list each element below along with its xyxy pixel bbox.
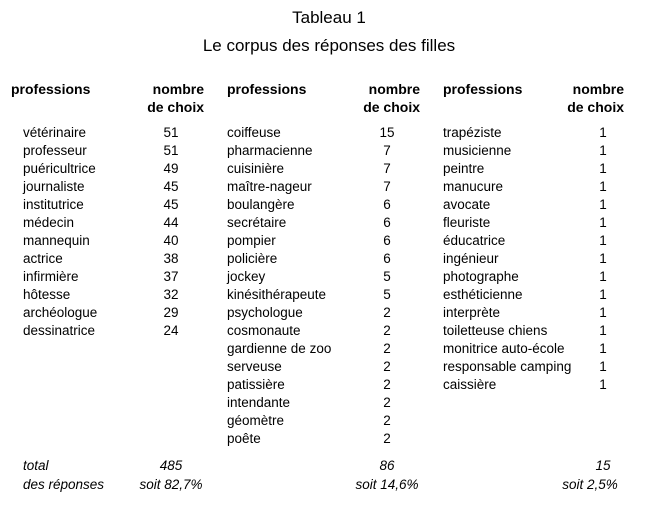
choice-count: 45 — [163, 179, 179, 194]
table-title: Tableau 1 — [292, 8, 366, 27]
profession-name: institutrice — [23, 197, 84, 212]
table-row — [23, 196, 213, 214]
profession-name: professeur — [23, 143, 87, 158]
footer-responses-label: des réponses — [23, 477, 105, 492]
table-row — [443, 268, 643, 286]
profession-name: vétérinaire — [23, 125, 87, 140]
profession-name: hôtesse — [23, 287, 71, 302]
choice-count: 2 — [383, 395, 391, 410]
profession-name: archéologue — [23, 305, 98, 320]
choice-count: 29 — [163, 305, 179, 320]
profession-name: avocate — [443, 197, 491, 212]
table-row — [227, 430, 427, 448]
table-row — [443, 178, 643, 196]
table-row — [23, 142, 213, 160]
profession-name: musicienne — [443, 143, 512, 158]
profession-name: pompier — [227, 233, 276, 248]
header-nombre-3 — [556, 80, 624, 116]
profession-name: infirmière — [23, 269, 79, 284]
table-row — [443, 340, 643, 358]
header-professions-3: professions — [443, 81, 523, 97]
choice-count: 1 — [599, 197, 607, 212]
choice-count: 5 — [383, 269, 391, 284]
choice-count: 6 — [383, 251, 391, 266]
profession-name: cosmonaute — [227, 323, 301, 338]
table-row — [227, 358, 427, 376]
profession-name: éducatrice — [443, 233, 506, 248]
table-row — [23, 304, 213, 322]
profession-name: secrétaire — [227, 215, 287, 230]
table-row — [227, 340, 427, 358]
choice-count: 7 — [383, 143, 391, 158]
choice-count: 1 — [599, 323, 607, 338]
choice-count: 1 — [599, 359, 607, 374]
profession-name: coiffeuse — [227, 125, 281, 140]
header-nombre-2 — [352, 80, 420, 116]
choice-count: 6 — [383, 233, 391, 248]
choice-count: 5 — [383, 287, 391, 302]
profession-name: journaliste — [23, 179, 85, 194]
choice-count: 1 — [599, 125, 607, 140]
header-professions-1: professions — [11, 81, 91, 97]
profession-name: patissière — [227, 377, 285, 392]
choice-count: 1 — [599, 233, 607, 248]
profession-name: kinésithérapeute — [227, 287, 327, 302]
choice-count: 1 — [599, 377, 607, 392]
header-nombre-1 — [136, 80, 204, 116]
table-row — [227, 250, 427, 268]
column-1-total: 485 — [159, 458, 183, 473]
choice-count: 1 — [599, 341, 607, 356]
choice-count: 37 — [163, 269, 179, 284]
choice-count: 7 — [383, 179, 391, 194]
table-row — [443, 376, 643, 394]
choice-count: 38 — [163, 251, 179, 266]
table-row — [443, 196, 643, 214]
profession-name: maître-nageur — [227, 179, 312, 194]
table-row — [227, 214, 427, 232]
choice-count: 1 — [599, 161, 607, 176]
footer-total-label: total — [23, 458, 49, 473]
table-row — [443, 358, 643, 376]
choice-count: 2 — [383, 413, 391, 428]
table-row — [23, 268, 213, 286]
profession-name: monitrice auto-école — [443, 341, 565, 356]
column-1-percent: soit 82,7% — [139, 477, 203, 492]
table-row — [227, 178, 427, 196]
choice-count: 1 — [599, 269, 607, 284]
profession-name: fleuriste — [443, 215, 491, 230]
table-row — [227, 268, 427, 286]
profession-name: cuisinière — [227, 161, 285, 176]
profession-name: photographe — [443, 269, 519, 284]
table-row — [227, 286, 427, 304]
table-row — [227, 232, 427, 250]
profession-name: boulangère — [227, 197, 295, 212]
choice-count: 2 — [383, 377, 391, 392]
column-2-percent: soit 14,6% — [355, 477, 419, 492]
choice-count: 7 — [383, 161, 391, 176]
table-row — [443, 286, 643, 304]
choice-count: 44 — [163, 215, 179, 230]
column-3-percent: soit 2,5% — [562, 477, 618, 492]
profession-name: peintre — [443, 161, 485, 176]
table-row — [227, 304, 427, 322]
header-nombre-line2: de choix — [363, 99, 420, 115]
profession-name: jockey — [227, 269, 266, 284]
profession-name: mannequin — [23, 233, 90, 248]
profession-name: dessinatrice — [23, 323, 96, 338]
profession-name: toiletteuse chiens — [443, 323, 548, 338]
profession-name: gardienne de zoo — [227, 341, 332, 356]
table-row — [23, 178, 213, 196]
profession-name: policière — [227, 251, 278, 266]
profession-name: interprète — [443, 305, 501, 320]
choice-count: 15 — [379, 125, 395, 140]
table-row — [23, 322, 213, 340]
header-nombre-line2: de choix — [567, 99, 624, 115]
table-row — [443, 232, 643, 250]
profession-name: poête — [227, 431, 261, 446]
profession-name: géomètre — [227, 413, 285, 428]
choice-count: 2 — [383, 431, 391, 446]
profession-name: intendante — [227, 395, 291, 410]
column-3-total: 15 — [595, 458, 611, 473]
choice-count: 24 — [163, 323, 179, 338]
choice-count: 49 — [163, 161, 179, 176]
choice-count: 1 — [599, 143, 607, 158]
table-row — [23, 214, 213, 232]
choice-count: 1 — [599, 215, 607, 230]
choice-count: 2 — [383, 323, 391, 338]
profession-name: actrice — [23, 251, 63, 266]
choice-count: 6 — [383, 197, 391, 212]
table-row — [443, 160, 643, 178]
profession-name: serveuse — [227, 359, 282, 374]
column-1-list — [23, 124, 213, 340]
table-row — [227, 142, 427, 160]
header-nombre-line1: nombre — [152, 81, 204, 97]
choice-count: 51 — [163, 125, 179, 140]
table-row — [227, 322, 427, 340]
choice-count: 2 — [383, 305, 391, 320]
table-row — [443, 304, 643, 322]
header-nombre-line1: nombre — [572, 81, 624, 97]
column-2-list — [227, 124, 427, 448]
table-row — [227, 196, 427, 214]
table-row — [23, 232, 213, 250]
profession-name: caissière — [443, 377, 497, 392]
profession-name: psychologue — [227, 305, 303, 320]
profession-name: esthéticienne — [443, 287, 523, 302]
header-professions-2: professions — [227, 81, 307, 97]
choice-count: 45 — [163, 197, 179, 212]
choice-count: 2 — [383, 359, 391, 374]
profession-name: pharmacienne — [227, 143, 313, 158]
choice-count: 32 — [163, 287, 179, 302]
header-nombre-line1: nombre — [368, 81, 420, 97]
choice-count: 1 — [599, 287, 607, 302]
column-3-list — [443, 124, 643, 394]
choice-count: 40 — [163, 233, 179, 248]
table-row — [23, 124, 213, 142]
table-row — [443, 142, 643, 160]
table-row — [227, 394, 427, 412]
choice-count: 2 — [383, 341, 391, 356]
profession-name: médecin — [23, 215, 75, 230]
table-subtitle: Le corpus des réponses des filles — [202, 36, 456, 55]
choice-count: 6 — [383, 215, 391, 230]
table-row — [443, 124, 643, 142]
choice-count: 1 — [599, 305, 607, 320]
table-row — [23, 160, 213, 178]
table-row — [227, 160, 427, 178]
choice-count: 1 — [599, 251, 607, 266]
column-2-total: 86 — [379, 458, 395, 473]
table-row — [227, 412, 427, 430]
table-row — [443, 322, 643, 340]
table-row — [23, 250, 213, 268]
profession-name: manucure — [443, 179, 504, 194]
table-row — [227, 124, 427, 142]
choice-count: 51 — [163, 143, 179, 158]
choice-count: 1 — [599, 179, 607, 194]
table-row — [23, 286, 213, 304]
profession-name: puéricultrice — [23, 161, 96, 176]
profession-name: ingénieur — [443, 251, 499, 266]
header-nombre-line2: de choix — [147, 99, 204, 115]
table-row — [227, 376, 427, 394]
profession-name: trapéziste — [443, 125, 502, 140]
table-row — [443, 250, 643, 268]
profession-name: responsable camping — [443, 359, 572, 374]
table-row — [443, 214, 643, 232]
